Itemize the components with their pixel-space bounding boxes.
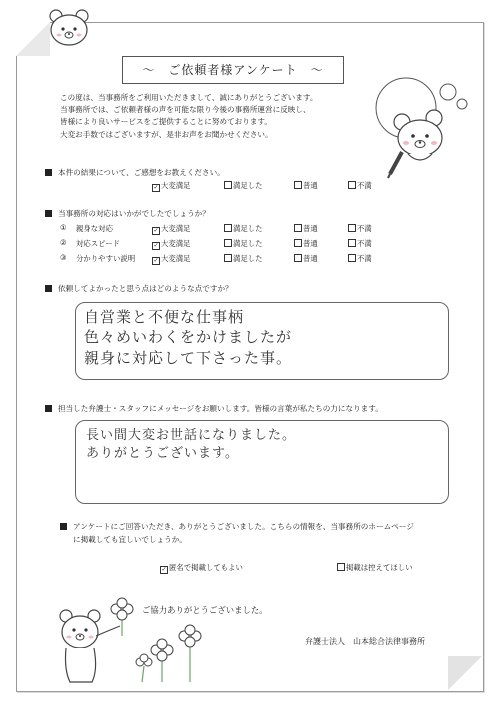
intro-line: 皆様により良いサービスをご提供することに努めております。	[60, 117, 273, 127]
q2-row3-very-satisfied[interactable]: ✓ 大変満足	[152, 253, 191, 265]
checkbox-icon[interactable]	[224, 181, 232, 189]
q2-row2-dissatisfied[interactable]: 不満	[348, 238, 372, 249]
question-5-text: アンケートにご回答いただき、ありがとうございました。こちらの情報を、当事務所のホームページ	[73, 522, 414, 531]
checkbox-icon[interactable]	[294, 239, 302, 247]
checkbox-icon[interactable]	[224, 254, 232, 262]
q3-answer-line: 色々めいわくをかけましたが	[84, 328, 293, 346]
thanks-message: ご協力ありがとうございました。	[142, 605, 268, 615]
q2-row1-satisfied[interactable]: 満足した	[224, 223, 263, 234]
bear-peeking-icon	[46, 8, 94, 50]
q2-row-number: ①	[60, 223, 67, 232]
checkbox-icon[interactable]	[348, 254, 356, 262]
q2-row1-very-satisfied[interactable]: ✓ 大変満足	[152, 223, 191, 235]
q2-row1-dissatisfied[interactable]: 不満	[348, 223, 372, 234]
checkbox-icon[interactable]	[224, 239, 232, 247]
q2-row-number: ②	[60, 238, 67, 247]
question-3	[45, 283, 233, 294]
q1-option-dissatisfied[interactable]: 不満	[348, 180, 372, 191]
question-5	[60, 521, 414, 532]
checkbox-checked-icon[interactable]	[152, 227, 160, 235]
intro-line: この度は、当事務所をご利用いただきまして、誠にありがとうございます。	[60, 93, 318, 102]
q2-row2-normal[interactable]: 普通	[294, 238, 318, 249]
firm-name: 弁護士法人 山本総合法律事務所	[305, 637, 425, 646]
checkbox-icon[interactable]	[294, 224, 302, 232]
q2-row2-satisfied[interactable]: 満足した	[224, 238, 263, 249]
q2-row3-dissatisfied[interactable]: 不満	[348, 253, 372, 264]
checkbox-icon[interactable]	[294, 254, 302, 262]
q2-row2-very-satisfied[interactable]: ✓ 大変満足	[152, 238, 191, 250]
q3-answer-line: 自営業と不便な仕事柄	[84, 308, 245, 326]
survey-title: ～ ご依頼者様アンケート ～	[122, 56, 344, 84]
bullet-square-icon	[45, 169, 52, 176]
checkbox-icon[interactable]	[337, 563, 345, 571]
question-4	[45, 403, 383, 414]
checkbox-checked-icon[interactable]	[160, 566, 168, 574]
intro-line: 当事務所では、ご依頼者様の声を可能な限り今後の事務所運営に反映し、	[60, 105, 311, 115]
q3-answer-line: 親身に対応して下さった事。	[84, 349, 293, 367]
intro-text	[60, 92, 350, 141]
q1-option-very-satisfied[interactable]: ✓大変満足	[152, 180, 191, 192]
checkbox-icon[interactable]	[224, 224, 232, 232]
question-3-text: 依頼してよかったと思う点はどのような点ですか？	[58, 284, 233, 293]
question-1-text: 本件の結果について、ご感想をお教えください。	[58, 168, 225, 177]
question-4-text: 担当した弁護士・スタッフにメッセージをお願いします。皆様の言葉が私たちの力になります。	[58, 404, 383, 413]
q2-row3-satisfied[interactable]: 満足した	[224, 253, 263, 264]
page-curl-top-left	[16, 22, 50, 56]
bullet-square-icon	[45, 210, 52, 217]
q2-row-label: 対応スピード	[76, 239, 121, 248]
checkbox-checked-icon[interactable]	[152, 242, 160, 250]
q2-row-number: ③	[60, 253, 67, 262]
bullet-square-icon	[45, 285, 52, 292]
bear-with-pencil-icon	[368, 70, 478, 180]
q4-answer-line: 長い間大変お世話になりました。	[86, 428, 297, 443]
page-curl-bottom-right	[448, 656, 482, 690]
checkbox-icon[interactable]	[348, 239, 356, 247]
q1-option-normal[interactable]: 普通	[294, 180, 318, 191]
question-2	[45, 208, 210, 219]
q5-option-decline[interactable]: 掲載は控えてほしい	[337, 562, 413, 573]
question-5-text-line2: に掲載しても宜しいでしょうか。	[73, 535, 187, 544]
question-1	[45, 167, 225, 178]
intro-line: 大変お手数ではございますが、是非お声をお聞かせください。	[60, 129, 273, 139]
q2-row-label: 分かりやすい説明	[76, 254, 136, 263]
bullet-square-icon	[60, 523, 67, 530]
q4-answer-line: ありがとうございます。	[86, 446, 239, 461]
checkbox-icon[interactable]	[294, 181, 302, 189]
q2-row-label: 親身な対応	[76, 224, 113, 233]
q2-row3-normal[interactable]: 普通	[294, 253, 318, 264]
checkbox-checked-icon[interactable]	[152, 257, 160, 265]
checkbox-checked-icon[interactable]	[152, 184, 160, 192]
q1-option-satisfied[interactable]: 満足した	[224, 180, 263, 191]
q5-option-anonymous-ok[interactable]: ✓匿名で掲載してもよい	[160, 562, 243, 574]
checkbox-icon[interactable]	[348, 181, 356, 189]
checkbox-icon[interactable]	[348, 224, 356, 232]
question-2-text: 当事務所の対応はいかがでしたでしょうか？	[58, 209, 210, 218]
bullet-square-icon	[45, 405, 52, 412]
q2-row1-normal[interactable]: 普通	[294, 223, 318, 234]
